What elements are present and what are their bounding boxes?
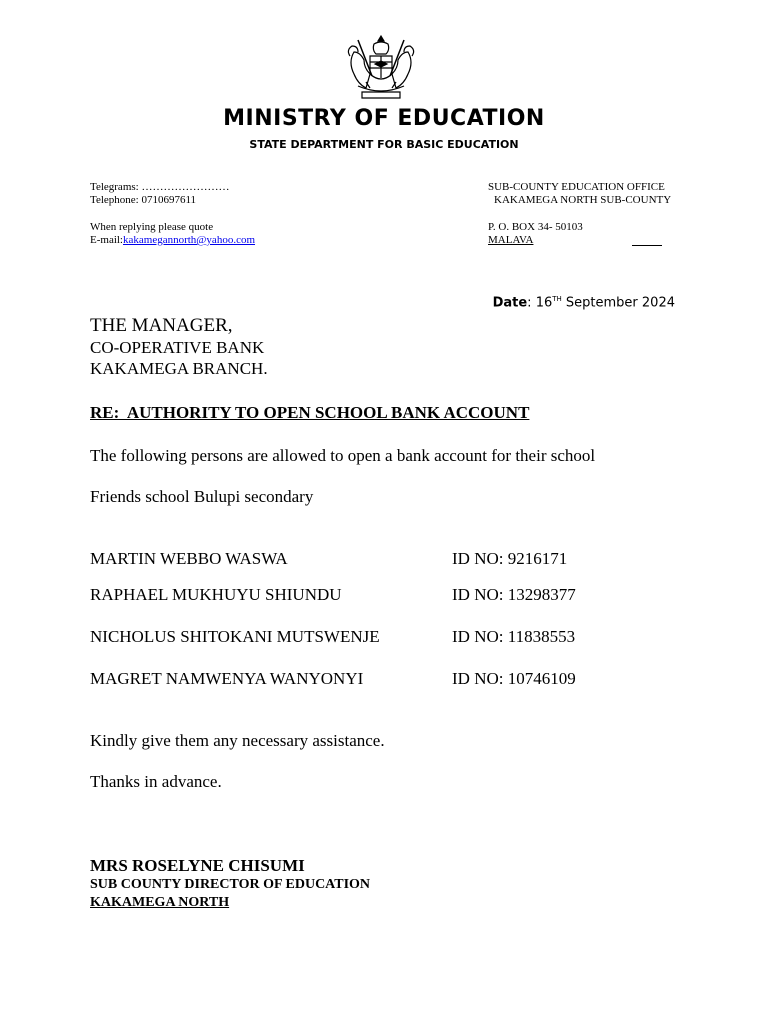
- telegrams-line: Telegrams: ……………………: [90, 181, 230, 193]
- office-line: SUB-COUNTY EDUCATION OFFICE: [488, 181, 665, 193]
- person-name: MAGRET NAMWENYA WANYONYI: [90, 669, 364, 688]
- person-name: NICHOLUS SHITOKANI MUTSWENJE: [90, 627, 380, 646]
- signatory-title: SUB COUNTY DIRECTOR OF EDUCATION: [90, 877, 371, 892]
- person-name: MARTIN WEBBO WASWA: [90, 549, 288, 568]
- email-line: [90, 234, 255, 247]
- email-link[interactable]: kakamegannorth@yahoo.com: [123, 234, 256, 246]
- blank-line: [632, 233, 662, 246]
- signatory-area: KAKAMEGA NORTH: [90, 895, 230, 910]
- person-id: ID NO: 9216171: [452, 549, 568, 568]
- subject-line: RE: AUTHORITY TO OPEN SCHOOL BANK ACCOUNT: [90, 403, 530, 422]
- school-name: Friends school Bulupi secondary: [90, 487, 314, 506]
- recipient-line-3: KAKAMEGA BRANCH.: [90, 359, 268, 378]
- ministry-title: MINISTRY OF EDUCATION: [223, 106, 545, 131]
- date-suffix: TH: [552, 295, 562, 303]
- person-name: RAPHAEL MUKHUYU SHIUNDU: [90, 585, 342, 604]
- recipient-line-2: CO-OPERATIVE BANK: [90, 338, 265, 357]
- town-line: MALAVA: [488, 234, 534, 246]
- date-day: 16: [535, 295, 553, 311]
- telephone-line: Telephone: 0710697611: [90, 194, 197, 206]
- person-id: ID NO: 11838553: [452, 627, 576, 646]
- subcounty-line: KAKAMEGA NORTH SUB-COUNTY: [494, 194, 672, 206]
- po-box-line: P. O. BOX 34- 50103: [488, 221, 583, 233]
- letter-date: Date: 16TH September 2024: [492, 295, 675, 311]
- coat-of-arms-logo: [344, 32, 418, 104]
- department-subtitle: STATE DEPARTMENT FOR BASIC EDUCATION: [249, 138, 519, 151]
- signatory-name: MRS ROSELYNE CHISUMI: [90, 856, 305, 875]
- recipient-line-1: THE MANAGER,: [90, 315, 233, 336]
- date-rest: September 2024: [565, 295, 675, 311]
- email-label: E-mail:: [90, 234, 123, 246]
- person-id: ID NO: 10746109: [452, 669, 576, 688]
- closing-line-1: Kindly give them any necessary assistance.: [90, 731, 385, 750]
- person-id: ID NO: 13298377: [452, 585, 576, 604]
- date-label: Date: [492, 295, 528, 311]
- intro-paragraph: The following persons are allowed to open a bank account for their school: [90, 446, 596, 465]
- reply-note: When replying please quote: [90, 221, 214, 233]
- closing-line-2: Thanks in advance.: [90, 772, 222, 791]
